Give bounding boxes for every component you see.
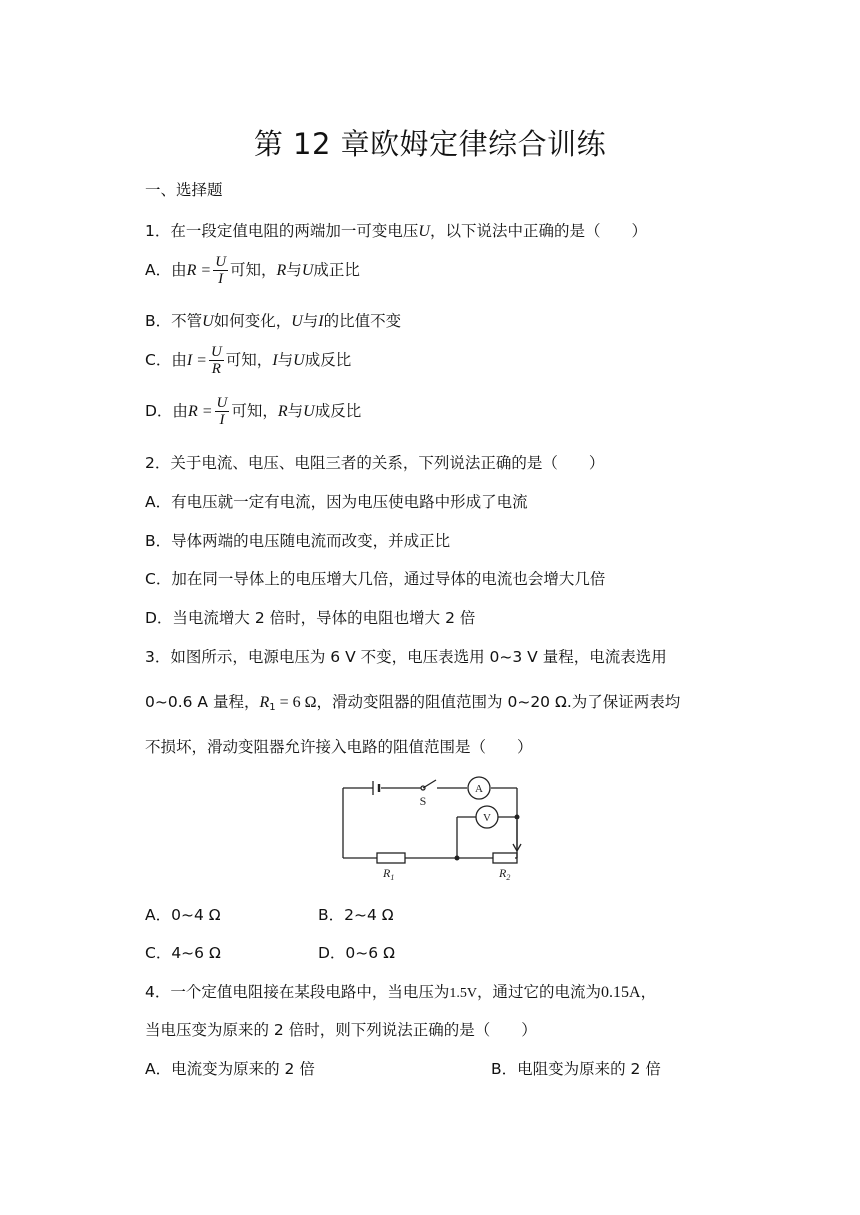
q2-option-a: A．有电压就一定有电流，因为电压使电路中形成了电流 [145,493,528,511]
fraction: $\frac{U}{R}$ [210,344,222,377]
q3-line-3: 不损坏，滑动变阻器允许接入电路的阻值范围是（ ） [145,738,533,756]
q4-option-b: B．电阻变为原来的 2 倍 [491,1060,661,1078]
q3-option-a: A．0~4 Ω [145,906,221,924]
junction-dot [515,815,520,820]
section-heading: 一、选择题 [145,181,223,199]
q2-stem: 2．关于电流、电压、电阻三者的关系，下列说法正确的是（ ） [145,454,605,472]
ammeter-label: A [475,783,483,795]
r1-label: $R_1$ [383,866,395,882]
q4-line-1: 4．一个定值电阻接在某段电路中，当电压为1.5V，通过它的电流为0.15A， [145,983,657,1001]
q4-line-2: 当电压变为原来的 2 倍时，则下列说法正确的是（ ） [145,1021,537,1039]
q1-stem: 1．在一段定值电阻的两端加一可变电压U，以下说法中正确的是（ ） [145,222,647,240]
q4-option-a: A．电流变为原来的 2 倍 [145,1060,315,1078]
q3-line-1: 3．如图所示，电源电压为 6 V 不变，电压表选用 0~3 V 量程，电流表选用 [145,648,667,666]
fraction: $\frac{U}{I}$ [216,395,228,428]
q3-option-b: B．2~4 Ω [318,906,394,924]
junction-dot [455,856,460,861]
resistor-r1 [377,853,405,863]
q3-option-d: D．0~6 Ω [318,944,395,962]
page-title: 第 12 章欧姆定律综合训练 [253,127,607,161]
switch-label: S [419,794,427,808]
fraction: $\frac{U}{I}$ [215,254,227,287]
q1-option-a: A．由R = $\frac{U}{I}$ 可知，R与U成正比 [145,254,360,287]
q3-option-c: C．4~6 Ω [145,944,221,962]
q2-option-c: C．加在同一导体上的电压增大几倍，通过导体的电流也会增大几倍 [145,570,606,588]
q1-option-c: C．由I = $\frac{U}{R}$ 可知，I与U成反比 [145,344,352,377]
circuit-diagram [335,772,535,888]
q1-option-b: B．不管U如何变化，U与I的比值不变 [145,312,402,330]
q2-option-b: B．导体两端的电压随电流而改变，并成正比 [145,532,451,550]
q3-line-2: 0~0.6 A 量程，$R_1 = 6$ Ω，滑动变阻器的阻值范围为 0~20 Ω.为了保证两表均 [145,693,681,713]
rheostat-r2 [493,853,517,863]
q2-option-d: D．当电流增大 2 倍时，导体的电阻也增大 2 倍 [145,609,476,627]
switch-blade [423,780,436,788]
voltmeter-label: V [483,812,491,824]
q1-option-d: D．由R = $\frac{U}{I}$ 可知，R与U成反比 [145,395,362,428]
r2-label: $R_2$ [499,866,511,882]
